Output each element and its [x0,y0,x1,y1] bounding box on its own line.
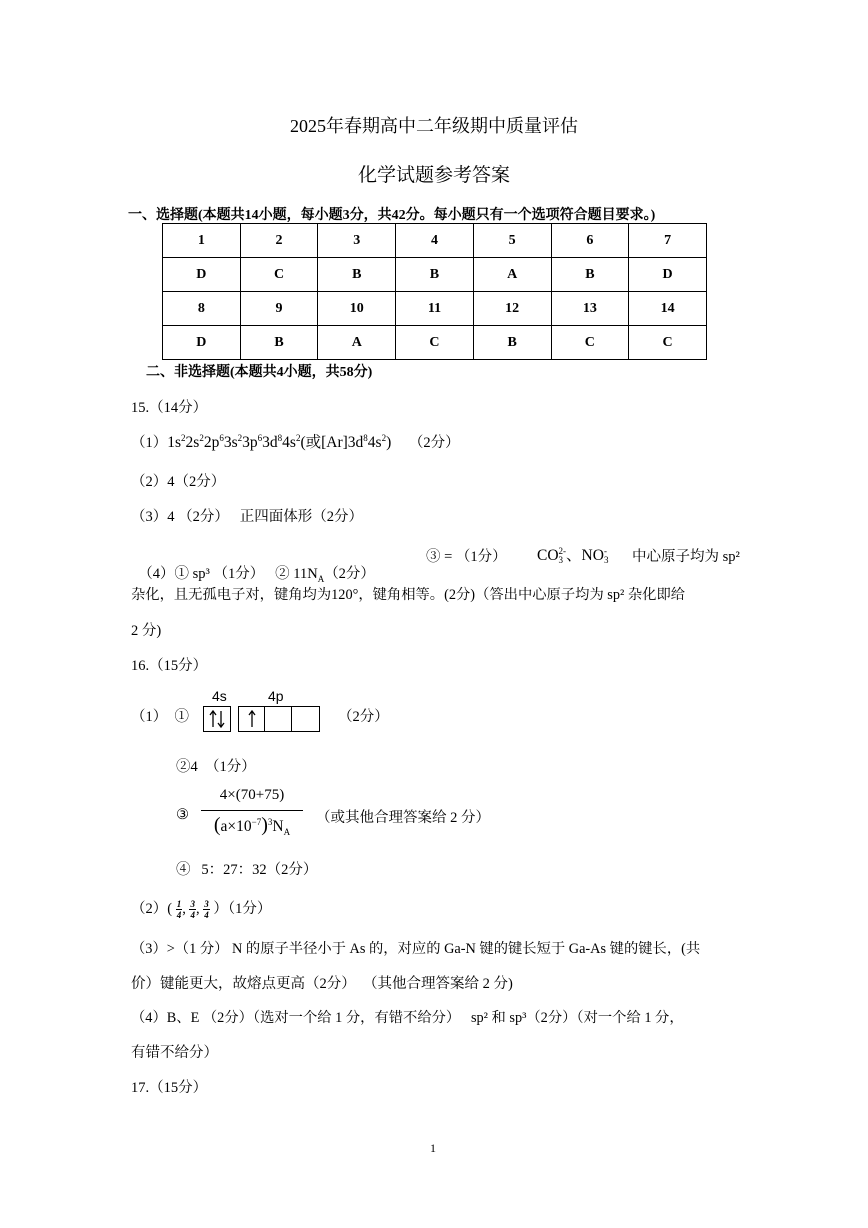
table-cell: 10 [318,292,396,326]
table-row [163,258,707,292]
answer-table [162,223,707,360]
table-cell: 14 [629,292,707,326]
table-cell: 6 [551,224,629,258]
table-cell: 12 [473,292,551,326]
q16-part3-line1: （3）>（1 分） N 的原子半径小于 As 的，对应的 Ga-N 键的键长短于 Ga-As 键的键长，(共 [131,941,701,957]
coord-den: 4 [190,910,195,921]
orbital-label-4s: 4s [212,688,227,704]
table-cell: 7 [629,224,707,258]
table-cell: C [240,258,318,292]
q15-part4-e: 2 分) [131,623,162,639]
table-cell: A [473,258,551,292]
section1-title: 一、选择题(本题共14小题，每小题3分，共42分。每小题只有一个选项符合题目要求。) [128,208,656,223]
q15-part4-line1 [131,545,375,583]
orbital-box-4s [203,706,231,732]
table-cell: 3 [318,224,396,258]
q16-part2: （2）( $\frac{1}{4}$ , $\frac{3}{4}$ , $\frac{3}{4}$ ）（1分） [131,899,272,921]
table-cell: B [396,258,474,292]
table-cell: C [396,326,474,360]
q15-part1 [131,430,460,452]
table-cell: 13 [551,292,629,326]
q15-part3: （3）4 （2分） 正四面体形（2分） [131,509,363,525]
density-denominator: $(a\times 10^{-7})^3N_A$ [213,814,291,838]
q15-part1-score: （2分） [408,435,460,451]
section2-title: 二、非选择题(本题共4小题，共58分) [146,365,373,380]
table-cell: 4 [396,224,474,258]
page-subtitle: 化学试题参考答案 [357,165,510,186]
q16-header: 16.（15分） [131,658,208,674]
electron-config: $1s^22s^22p^63s^23p^63d^84s^2$(或$[Ar]3d^84s^2$) [167,432,392,451]
density-numerator: 4×(70+75) [219,787,285,803]
up-electron-arrow-icon [239,707,265,731]
orbital-cell [293,707,319,731]
q15-part4-d: 杂化，且无孤电子对，键角均为120°，键角相等。(2分)（答出中心原子均为 sp² 杂化即给 [131,587,686,603]
q16-part3-line2: 价）键能更大，故熔点更高（2分） （其他合理答案给 2 分) [131,976,513,992]
q16-part1b: ②4 （1分） [176,759,256,775]
table-cell: B [318,258,396,292]
q15-part4-c: 中心原子均为 sp² [632,549,740,565]
q15-header: 15.（14分） [131,400,208,416]
q15-part2: （2）4（2分） [131,474,226,490]
coord-fraction [203,899,210,920]
q16-part1c-note: （或其他合理答案给 2 分） [316,810,490,826]
coord-num: 3 [204,899,209,910]
q15-part4-a: （4）① sp³ （1分） ② 11N [138,566,318,582]
table-cell: 1 [163,224,241,258]
table-cell: 11 [396,292,474,326]
table-cell: C [629,326,707,360]
q16-part1-score: （2分） [338,709,389,725]
table-cell: D [629,258,707,292]
orbital-label-4p: 4p [268,688,284,704]
table-row [163,326,707,360]
q15-part4-a-score: （2分） [324,566,375,582]
table-cell: D [163,326,241,360]
table-cell: 2 [240,224,318,258]
q17-header: 17.（15分） [131,1080,208,1096]
q16-part4-line2: 有错不给分） [131,1045,218,1061]
coord-den: 4 [176,910,182,921]
coord-fraction [176,899,183,920]
paired-electron-arrows-icon [204,707,230,731]
orbital-cell [266,707,292,731]
page-title: 2025年春期高中二年级期中质量评估 [290,116,578,136]
table-cell: 9 [240,292,318,326]
fraction-bar [201,810,303,811]
q16-part1-label: （1） ① [131,709,189,725]
orbital-cell [204,707,230,731]
page-number: 1 [430,1141,436,1155]
q16-part2-score: ）（1分） [213,901,272,917]
coord-num: 3 [190,899,195,910]
ion-formulas: CO 2- 3 、NO - 3 [537,546,609,566]
table-row [163,292,707,326]
orbital-cell [239,707,265,731]
coord-fraction [189,899,196,920]
table-cell: 5 [473,224,551,258]
table-cell: B [551,258,629,292]
q16-part2-label: （2）( [131,901,173,917]
q15-part1-label: （1） [131,435,168,451]
table-row [163,224,707,258]
q15-part4-a-sub: A [317,573,325,584]
electron-config-alt: (或[Ar]3d [300,434,364,451]
q16-part1d: ④ 5：27：32（2分） [176,862,318,878]
table-cell: D [163,258,241,292]
table-cell: C [551,326,629,360]
table-cell: 8 [163,292,241,326]
table-cell: A [318,326,396,360]
table-cell: B [240,326,318,360]
orbital-box-4p [238,706,320,732]
coord-num: 1 [176,899,182,910]
q15-part4-b: ③ = （1分） [426,549,507,565]
table-cell: B [473,326,551,360]
q16-part1c-label: ③ [176,807,189,823]
coord-den: 4 [204,910,209,921]
q16-part4-line1: （4）B、E （2分）（选对一个给 1 分，有错不给分） sp² 和 sp³（2分）（对一个给 1 分， [131,1010,684,1026]
